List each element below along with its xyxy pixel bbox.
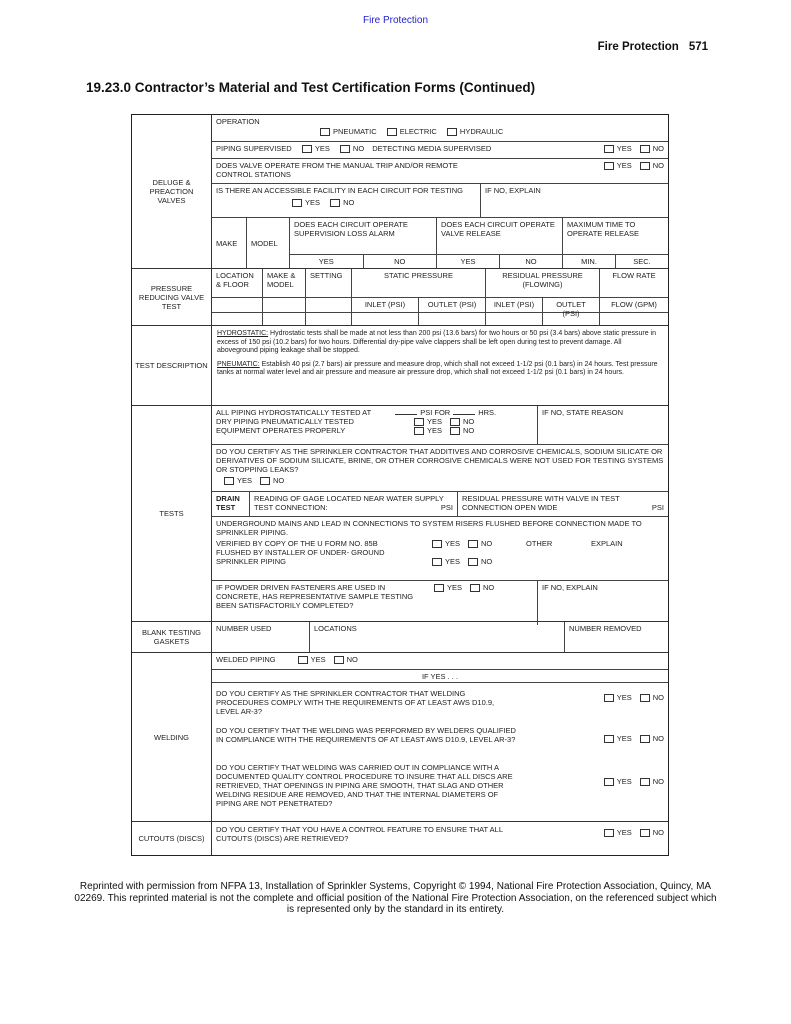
detecting-media-label: DETECTING MEDIA SUPERVISED — [372, 144, 492, 153]
no-label: NO — [483, 583, 495, 592]
valve-release-no-col: NO — [525, 257, 537, 266]
cutouts-yes-checkbox[interactable] — [604, 829, 614, 837]
welding-q1-no-checkbox[interactable] — [640, 694, 650, 702]
test-description-label: TEST DESCRIPTION — [132, 326, 212, 405]
yes-label: YES — [616, 693, 632, 702]
gaskets-label: BLANK TESTING GASKETS — [132, 622, 212, 652]
footer-citation: Reprinted with permission from NFPA 13, Installation of Sprinkler Systems, Copyright © 1994, National Fire Protection Association, Quincy, MA 02269. This reprinted material is not the complete and official position of the National Fire Protection Association, on the referenced subject which is represented only by the standard in its entirety. — [74, 881, 717, 915]
yes-label: YES — [314, 144, 330, 153]
no-label: NO — [352, 144, 365, 153]
yes-label: YES — [616, 161, 632, 170]
no-label: NO — [463, 417, 475, 426]
equipment-yes-checkbox[interactable] — [414, 427, 424, 435]
additives-no-checkbox[interactable] — [260, 477, 270, 485]
location-header: LOCATION & FLOOR — [212, 269, 263, 297]
static-outlet-col: OUTLET (PSI) — [419, 298, 486, 312]
deluge-body — [212, 115, 668, 268]
fasteners-question: IF POWDER DRIVEN FASTENERS ARE USED IN CONCRETE, HAS REPRESENTATIVE SAMPLE TESTING BEEN SATISFACTORILY COMPLETED? — [216, 583, 414, 610]
pneumatic-checkbox[interactable] — [320, 128, 330, 136]
welding-question-3: DO YOU CERTIFY THAT WELDING WAS CARRIED OUT IN COMPLIANCE WITH A DOCUMENTED QUALITY CONTROL PROCEDURE TO INSURE THAT ALL DISCS ARE RETRIEVED, THAT OPENINGS IN PIPING ARE SMOOTH, THAT SLAG AND OTHER WELDING RESIDUE ARE REMOVED, AND THAT THE INTERNAL DIAMETERS OF PIPING ARE NOT PENETRATED? — [216, 763, 513, 808]
residual-psi-label: PSI — [651, 503, 664, 512]
yes-label: YES — [616, 828, 632, 837]
yes-label: YES — [427, 417, 443, 426]
residual-open-label: RESIDUAL PRESSURE WITH VALVE IN TEST CONNECTION OPEN WIDE — [462, 494, 620, 512]
explain-label: EXPLAIN — [591, 539, 623, 548]
hydrostatic-title: HYDROSTATIC: — [217, 330, 269, 337]
gage-psi-label: PSI — [440, 503, 453, 512]
pressure-body — [212, 269, 668, 325]
verified-label: VERIFIED BY COPY OF THE U FORM NO. 85B — [216, 539, 378, 548]
gaskets-body — [212, 622, 668, 652]
yes-label: YES — [237, 476, 253, 485]
number-removed-field: NUMBER REMOVED — [569, 624, 642, 633]
no-label: NO — [652, 734, 664, 743]
flow-gpm-col: FLOW (GPM) — [611, 300, 657, 309]
number-used-field: NUMBER USED — [212, 622, 310, 652]
cutouts-no-checkbox[interactable] — [640, 829, 650, 837]
welded-piping-yes-checkbox[interactable] — [298, 656, 308, 664]
equipment-no-checkbox[interactable] — [450, 427, 460, 435]
certification-form — [131, 114, 669, 856]
fasteners-no-checkbox[interactable] — [470, 584, 480, 592]
tests-label: TESTS — [132, 406, 212, 621]
electric-checkbox[interactable] — [387, 128, 397, 136]
detecting-media-yes-checkbox[interactable] — [604, 145, 614, 153]
flow-rate-header: FLOW RATE — [612, 271, 656, 280]
no-label: NO — [652, 828, 664, 837]
additives-yes-checkbox[interactable] — [224, 477, 234, 485]
tests-section — [132, 406, 668, 622]
pressure-section — [132, 269, 668, 326]
residual-pressure-header: RESIDUAL PRESSURE (FLOWING) — [486, 269, 600, 297]
welded-piping-label: WELDED PIPING — [216, 655, 276, 664]
no-label: NO — [273, 476, 285, 485]
welding-question-1: DO YOU CERTIFY AS THE SPRINKLER CONTRACTOR THAT WELDING PROCEDURES COMPLY WITH THE REQUIREMENTS OF AT LEAST AWS D10.9, LEVEL AR-3? — [216, 689, 495, 716]
accessible-facility-question: IS THERE AN ACCESSIBLE FACILITY IN EACH CIRCUIT FOR TESTING — [216, 186, 464, 195]
running-title: Fire Protection — [597, 41, 679, 53]
test-description-section — [132, 326, 668, 406]
no-label: NO — [463, 426, 475, 436]
electric-label: ELECTRIC — [399, 127, 437, 136]
residual-inlet-col: INLET (PSI) — [486, 298, 543, 312]
top-link[interactable]: Fire Protection — [362, 15, 429, 26]
min-col: MIN. — [563, 255, 616, 268]
hydraulic-label: HYDRAULIC — [459, 127, 504, 136]
welding-question-2: DO YOU CERTIFY THAT THE WELDING WAS PERFORMED BY WELDERS QUALIFIED IN COMPLIANCE WITH THE REQUIREMENTS OF AT LEAST AWS D10.9, LEVEL AR-3? — [216, 726, 516, 744]
model-header: MODEL — [247, 218, 290, 268]
certify-additives-question: DO YOU CERTIFY AS THE SPRINKLER CONTRACTOR THAT ADDITIVES AND CORROSIVE CHEMICALS, SODIUM SILICATE OR DERIVATIVES OF SODIUM SILICATE, BRINE, OR OTHER CORROSIVE CHEMICALS WERE NOT USED FOR TESTING SYSTEMS OR STOPPING LEAKS? — [216, 447, 664, 474]
no-label: NO — [652, 144, 664, 153]
make-header: MAKE — [212, 218, 247, 268]
static-pressure-header: STATIC PRESSURE — [352, 269, 486, 297]
running-header — [598, 41, 708, 53]
yes-label: YES — [445, 539, 461, 548]
pressure-label: PRESSURE REDUCING VALVE TEST — [132, 269, 212, 325]
deluge-label: DELUGE & PREACTION VALVES — [132, 115, 212, 268]
psi-for-label: PSI FOR — [420, 408, 451, 417]
cutouts-question: DO YOU CERTIFY THAT YOU HAVE A CONTROL FEATURE TO ENSURE THAT ALL CUTOUTS (DISCS) ARE RETRIEVED? — [216, 825, 503, 843]
locations-field: LOCATIONS — [310, 622, 565, 652]
welding-q3-no-checkbox[interactable] — [640, 778, 650, 786]
flushed-label: FLUSHED BY INSTALLER OF UNDER- GROUND SPRINKLER PIPING — [216, 548, 385, 567]
no-label: NO — [652, 161, 664, 170]
dry-piping-label: DRY PIPING PNEUMATICALLY TESTED — [216, 417, 354, 426]
fasteners-explain: IF NO, EXPLAIN — [542, 583, 598, 592]
manual-trip-question: DOES VALVE OPERATE FROM THE MANUAL TRIP AND/OR REMOTE CONTROL STATIONS — [216, 161, 458, 179]
state-reason-field: IF NO, STATE REASON — [542, 408, 623, 417]
cutouts-label: CUTOUTS (DISCS) — [132, 822, 212, 855]
welding-q2-no-checkbox[interactable] — [640, 735, 650, 743]
valve-release-yes-col: YES — [437, 255, 500, 268]
operation-label: OPERATION — [216, 117, 260, 126]
if-yes-label: IF YES . . . — [421, 672, 459, 681]
welding-q1-yes-checkbox[interactable] — [604, 694, 614, 702]
sec-col: SEC. — [633, 257, 651, 266]
yes-label: YES — [616, 734, 632, 743]
drain-test-label: DRAIN TEST — [212, 492, 250, 516]
section-title: 19.23.0 Contractor’s Material and Test Certification Forms (Continued) — [86, 80, 536, 95]
hydraulic-checkbox[interactable] — [447, 128, 457, 136]
accessible-facility-explain: IF NO, EXPLAIN — [485, 186, 541, 195]
max-time-header: MAXIMUM TIME TO OPERATE RELEASE — [563, 218, 668, 255]
fasteners-yes-checkbox[interactable] — [434, 584, 444, 592]
gage-reading-label: READING OF GAGE LOCATED NEAR WATER SUPPLY TEST CONNECTION: — [254, 494, 444, 512]
cutouts-section — [132, 822, 668, 855]
welding-section — [132, 653, 668, 822]
no-label: NO — [652, 693, 664, 702]
other-label: OTHER — [526, 539, 553, 548]
verified-yes-checkbox[interactable] — [432, 540, 442, 548]
test-description-body — [212, 326, 668, 405]
make-model-header: MAKE & MODEL — [263, 269, 306, 297]
no-label: NO — [343, 198, 355, 207]
no-label: NO — [346, 655, 358, 664]
yes-label: YES — [427, 426, 443, 436]
flushed-yes-checkbox[interactable] — [432, 558, 442, 566]
welding-label: WELDING — [132, 653, 212, 821]
valve-release-header: DOES EACH CIRCUIT OPERATE VALVE RELEASE — [437, 218, 562, 255]
no-label: NO — [481, 557, 493, 567]
detecting-media-no-checkbox[interactable] — [640, 145, 650, 153]
flushed-no-checkbox[interactable] — [468, 558, 478, 566]
welded-piping-no-checkbox[interactable] — [334, 656, 344, 664]
pneumatic-text: Establish 40 psi (2.7 bars) air pressure and measure drop, which shall not exceed 1-1/2 psi (0.1 bars) in 24 hours. Test pressure tanks at normal water level and air pressure and measure air pressure drop, which shall not exceed 1-1/2 psi (0.1 bars) in 24 hours. — [217, 360, 658, 377]
setting-header: SETTING — [306, 269, 352, 297]
pneumatic-label: PNEUMATIC — [333, 127, 377, 136]
page-number: 571 — [688, 41, 708, 53]
manual-trip-no-checkbox[interactable] — [640, 162, 650, 170]
tests-body — [212, 406, 668, 621]
manual-trip-yes-checkbox[interactable] — [604, 162, 614, 170]
hydro-tested-label: ALL PIPING HYDROSTATICALLY TESTED AT — [216, 408, 372, 417]
piping-supervised-yes-checkbox[interactable] — [302, 145, 312, 153]
welding-q2-yes-checkbox[interactable] — [604, 735, 614, 743]
piping-supervised-no-checkbox[interactable] — [340, 145, 350, 153]
static-inlet-col: INLET (PSI) — [352, 298, 419, 312]
verified-no-checkbox[interactable] — [468, 540, 478, 548]
cutouts-body — [212, 822, 668, 855]
welding-q3-yes-checkbox[interactable] — [604, 778, 614, 786]
supervision-no-col: NO — [394, 257, 406, 266]
piping-supervised-label: PIPING SUPERVISED — [216, 144, 292, 153]
residual-outlet-col: OUTLET (PSI) — [543, 298, 600, 312]
supervision-alarm-header: DOES EACH CIRCUIT OPERATE SUPERVISION LOSS ALARM — [290, 218, 436, 255]
yes-label: YES — [305, 198, 321, 207]
deluge-section — [132, 115, 668, 269]
yes-label: YES — [447, 583, 463, 592]
equipment-label: EQUIPMENT OPERATES PROPERLY — [216, 426, 346, 436]
hrs-label: HRS. — [478, 408, 497, 417]
yes-label: YES — [616, 777, 632, 786]
gaskets-section — [132, 622, 668, 653]
welding-body — [212, 653, 668, 821]
no-label: NO — [481, 539, 493, 548]
supervision-yes-col: YES — [290, 255, 364, 268]
accessible-facility-no-checkbox[interactable] — [330, 199, 340, 207]
pneumatic-title: PNEUMATIC: — [217, 360, 260, 368]
yes-label: YES — [616, 144, 632, 153]
yes-label: YES — [310, 655, 326, 664]
no-label: NO — [652, 777, 664, 786]
dry-piping-no-checkbox[interactable] — [450, 418, 460, 426]
hydrostatic-text: Hydrostatic tests shall be made at not less than 200 psi (13.6 bars) for two hours or 50 psi (3.4 bars) above static pressure in excess of 150 psi (10.2 bars) for two hours. Differential dry-pipe valve clappers shall be left open during test to prevent damage. All aboveground piping leakage shall be stopped. — [217, 330, 656, 355]
underground-question: UNDERGROUND MAINS AND LEAD IN CONNECTIONS TO SYSTEM RISERS FLUSHED BEFORE CONNECTION MADE TO SPRINKLER PIPING. — [216, 519, 642, 537]
dry-piping-yes-checkbox[interactable] — [414, 418, 424, 426]
yes-label: YES — [445, 557, 461, 567]
accessible-facility-yes-checkbox[interactable] — [292, 199, 302, 207]
